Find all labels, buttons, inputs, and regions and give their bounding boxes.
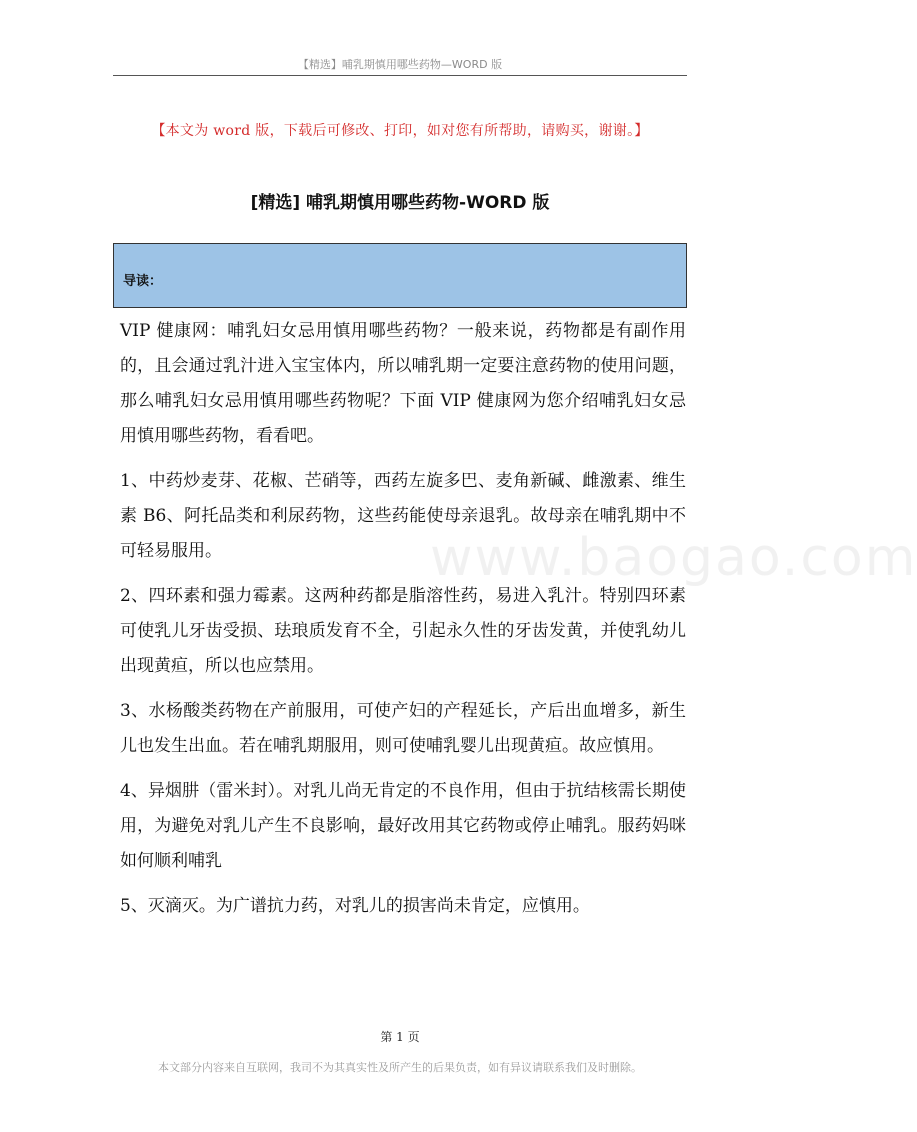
intro-box — [113, 243, 687, 308]
paragraph-item-1: 1、中药炒麦芽、花椒、芒硝等，西药左旋多巴、麦角新碱、雌激素、维生素 B6、阿托品类和利尿药物，这些药能使母亲退乳。故母亲在哺乳期中不可轻易服用。 — [120, 471, 686, 561]
page-number: 第 1 页 — [380, 1030, 420, 1044]
paragraph-item-4: 4、异烟肼（雷米封）。对乳儿尚无肯定的不良作用，但由于抗结核需长期使用，为避免对乳儿产生不良影响，最好改用其它药物或停止哺乳。服药妈咪如何顺利哺乳 — [120, 781, 686, 871]
document-title: [精选] 哺乳期慎用哪些药物-WORD 版 — [250, 193, 550, 213]
paragraph-intro: VIP 健康网：哺乳妇女忌用慎用哪些药物？一般来说，药物都是有副作用的，且会通过乳汁进入宝宝体内，所以哺乳期一定要注意药物的使用问题，那么哺乳妇女忌用慎用哪些药物呢？下面 VIP 健康网为您介绍哺乳妇女忌用慎用哪些药物，看看吧。 — [120, 321, 686, 446]
paragraph-item-5: 5、灭滴灭。为广谱抗力药，对乳儿的损害尚未肯定，应慎用。 — [120, 896, 590, 916]
page-header: 【精选】哺乳期慎用哪些药物—WORD 版 — [297, 58, 503, 71]
disclaimer-footer: 本文部分内容来自互联网，我司不为其真实性及所产生的后果负责，如有异议请联系我们及时删除。 — [158, 1061, 642, 1074]
paragraph-item-3: 3、水杨酸类药物在产前服用，可使产妇的产程延长，产后出血增多，新生儿也发生出血。若在哺乳期服用，则可使哺乳婴儿出现黄疸。故应慎用。 — [120, 701, 686, 756]
paragraph-item-2: 2、四环素和强力霉素。这两种药都是脂溶性药，易进入乳汁。特别四环素可使乳儿牙齿受损、珐琅质发育不全，引起永久性的牙齿发黄，并使乳幼儿出现黄疸，所以也应禁用。 — [120, 586, 686, 676]
header-divider — [113, 75, 687, 76]
watermark: www.baogao.com — [430, 528, 917, 588]
intro-label: 导读： — [123, 274, 163, 289]
article-body — [120, 314, 686, 934]
purchase-notice: 【本文为 word 版，下载后可修改、打印，如对您有所帮助，请购买，谢谢。】 — [151, 123, 649, 139]
